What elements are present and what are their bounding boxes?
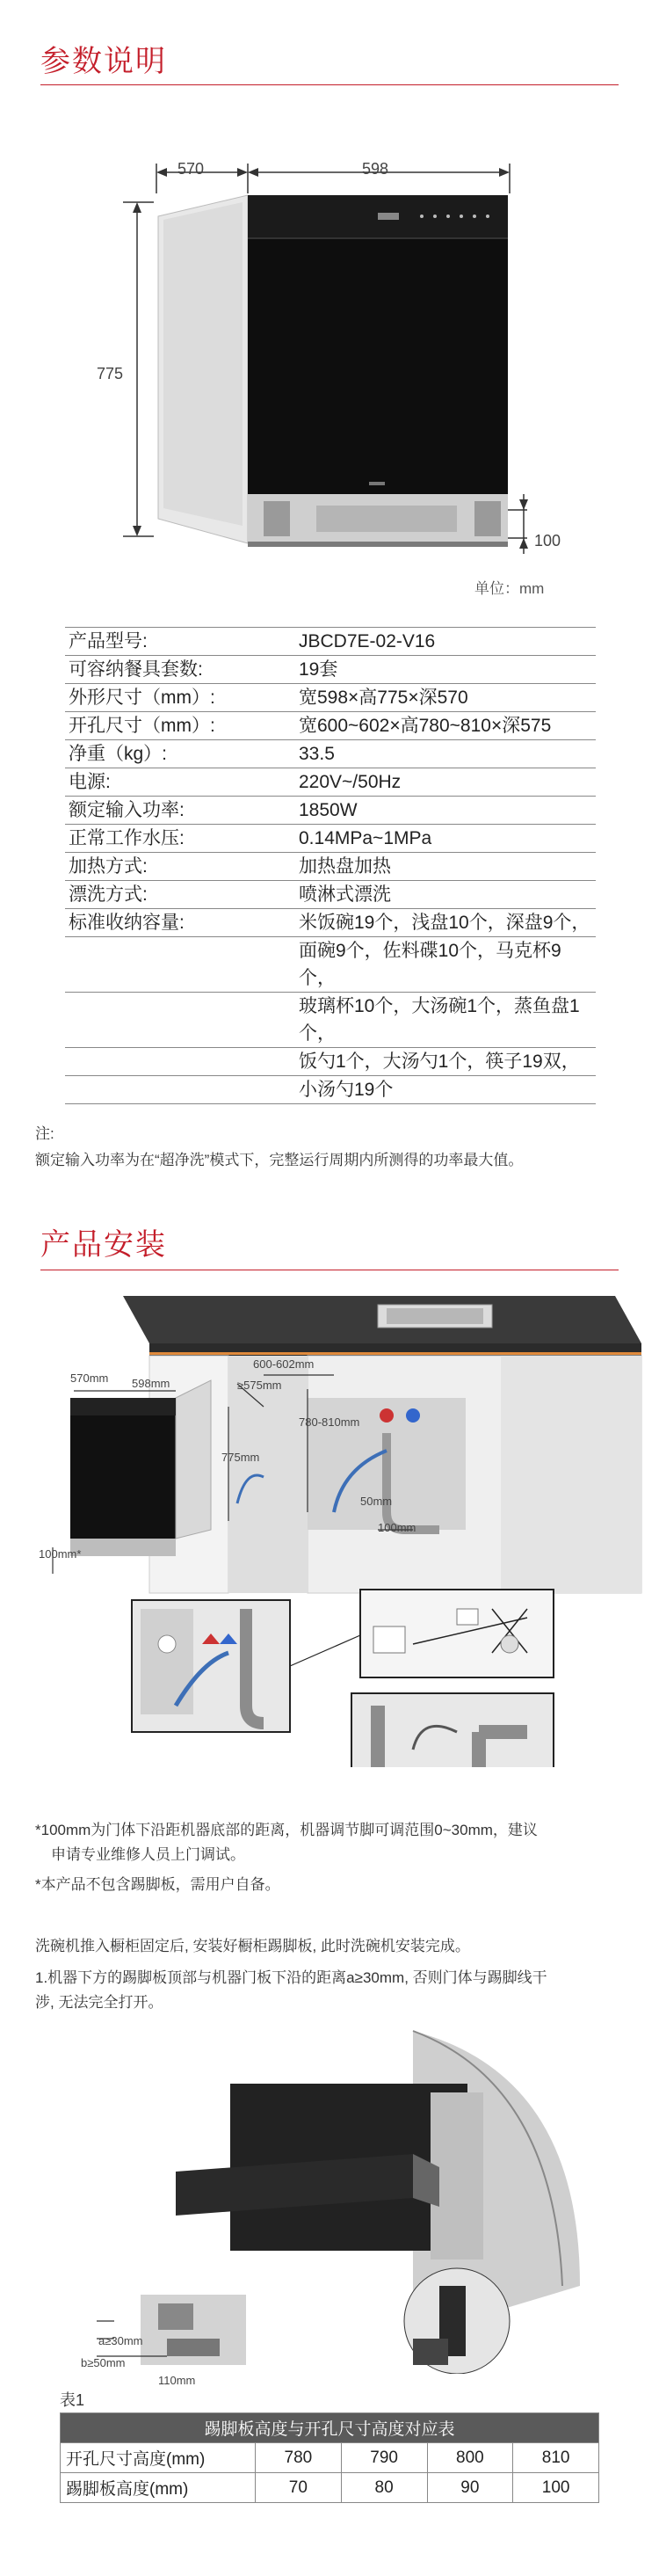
capacity-line: 玻璃杯10个，大汤碗1个，蒸鱼盘1个， bbox=[299, 996, 580, 1044]
spec-key: 电源: bbox=[69, 772, 111, 792]
spec-key: 开孔尺寸（mm）: bbox=[69, 716, 215, 736]
section-title-specs: 参数说明 bbox=[40, 45, 167, 78]
dim-bottom-100: 100 bbox=[534, 532, 561, 549]
spec-value: 喷淋式漂洗 bbox=[299, 884, 391, 905]
row-header: 踢脚板高度(mm) bbox=[61, 2473, 256, 2503]
kickplate-table bbox=[60, 2412, 599, 2503]
dim-100-star: 100mm* bbox=[39, 1547, 82, 1561]
dishwasher-dimension-figure bbox=[0, 132, 659, 589]
table-row bbox=[61, 2443, 599, 2473]
spec-value: 宽598×高775×深570 bbox=[299, 688, 468, 708]
spec-value: 加热盘加热 bbox=[299, 856, 391, 877]
table-cell: 70 bbox=[256, 2473, 342, 2503]
spec-row bbox=[65, 656, 596, 684]
spec-key: 加热方式: bbox=[69, 856, 148, 877]
spec-row bbox=[65, 768, 596, 797]
table-cell: 780 bbox=[256, 2443, 342, 2473]
dim-height-775: 775 bbox=[97, 365, 124, 382]
dim-600-602: 600-602mm bbox=[253, 1357, 315, 1371]
table-cell: 90 bbox=[427, 2473, 513, 2503]
title-rule bbox=[40, 84, 619, 85]
spec-value: 宽600~602×高780~810×深575 bbox=[299, 716, 552, 736]
spec-key: 漂洗方式: bbox=[69, 884, 148, 905]
note-text: 额定输入功率为在“超净洗”模式下，完整运行周期内所测得的功率最大值。 bbox=[35, 1152, 524, 1168]
spec-row bbox=[65, 853, 596, 881]
dim-depth-570: 570 bbox=[177, 160, 205, 178]
unit-label: 单位：mm bbox=[474, 580, 545, 597]
table-header: 踢脚板高度与开孔尺寸高度对应表 bbox=[61, 2413, 599, 2443]
spec-value: 1850W bbox=[299, 800, 358, 820]
table-cell: 80 bbox=[341, 2473, 427, 2503]
spec-key: 可容纳餐具套数: bbox=[69, 659, 203, 680]
spec-key: 额定输入功率: bbox=[69, 800, 185, 820]
spec-value: 220V~/50Hz bbox=[299, 772, 402, 792]
table-cell: 790 bbox=[341, 2443, 427, 2473]
install-note: *100mm为门体下沿距机器底部的距离，机器调节脚可调范围0~30mm，建议 bbox=[35, 1822, 538, 1838]
capacity-line: 饭勺1个，大汤勺1个，筷子19双， bbox=[299, 1052, 580, 1072]
spec-row bbox=[65, 684, 596, 712]
dim-570-install: 570mm bbox=[70, 1372, 109, 1385]
spec-value: 0.14MPa~1MPa bbox=[299, 828, 432, 848]
spec-key: 净重（kg）: bbox=[69, 744, 168, 764]
spec-key: 产品型号: bbox=[69, 631, 148, 651]
row-header: 开孔尺寸高度(mm) bbox=[61, 2443, 256, 2473]
spec-row bbox=[65, 825, 596, 853]
spec-row bbox=[65, 712, 596, 740]
installation-figure bbox=[0, 1292, 659, 1767]
dim-width-598: 598 bbox=[362, 160, 389, 178]
capacity-line: 米饭碗19个，浅盘10个，深盘9个， bbox=[299, 913, 590, 933]
spec-key: 正常工作水压: bbox=[69, 828, 185, 848]
install-note: 1.机器下方的踢脚板顶部与机器门板下沿的距离a≥30mm, 否则门体与踢脚线干 bbox=[35, 1969, 547, 1986]
section-title-install: 产品安装 bbox=[40, 1228, 167, 1262]
install-note: 涉, 无法完全打开。 bbox=[35, 1994, 163, 2011]
dim-100: 100mm bbox=[378, 1521, 416, 1534]
spec-value: 33.5 bbox=[299, 744, 335, 764]
table-cell: 800 bbox=[427, 2443, 513, 2473]
install-note: *本产品不包含踢脚板，需用户自备。 bbox=[35, 1876, 280, 1893]
capacity-line: 小汤勺19个 bbox=[299, 1080, 394, 1100]
spec-key: 外形尺寸（mm）: bbox=[69, 688, 215, 708]
dim-598-install: 598mm bbox=[132, 1377, 170, 1390]
table-cell: 810 bbox=[513, 2443, 599, 2473]
spec-value: 19套 bbox=[299, 659, 338, 680]
dim-a-30: a≥30mm bbox=[98, 2334, 143, 2347]
spec-row bbox=[65, 881, 596, 909]
spec-table bbox=[65, 627, 596, 1104]
spec-row bbox=[65, 740, 596, 768]
install-note: 申请专业维修人员上门调试。 bbox=[51, 1846, 245, 1863]
spec-value: JBCD7E-02-V16 bbox=[299, 631, 436, 651]
capacity-line: 面碗9个，佐料碟10个，马克杯9个， bbox=[299, 941, 561, 988]
spec-row bbox=[65, 627, 596, 656]
kickplate-figure bbox=[0, 2022, 659, 2374]
note-label: 注: bbox=[35, 1125, 54, 1142]
dim-110: 110mm bbox=[158, 2374, 196, 2387]
dim-775: 775mm bbox=[221, 1451, 260, 1464]
dim-50: 50mm bbox=[360, 1495, 393, 1508]
spec-key: 标准收纳容量: bbox=[69, 913, 185, 933]
dim-575: ≥575mm bbox=[237, 1379, 282, 1392]
table-cell: 100 bbox=[513, 2473, 599, 2503]
install-note: 洗碗机推入橱柜固定后, 安装好橱柜踢脚板, 此时洗碗机安装完成。 bbox=[35, 1938, 470, 1954]
table-label: 表1 bbox=[60, 2391, 85, 2409]
dim-b-50: b≥50mm bbox=[81, 2356, 126, 2369]
spec-row-capacity bbox=[65, 909, 596, 1104]
table-row bbox=[61, 2473, 599, 2503]
spec-row bbox=[65, 797, 596, 825]
dim-780-810: 780-810mm bbox=[299, 1415, 360, 1429]
